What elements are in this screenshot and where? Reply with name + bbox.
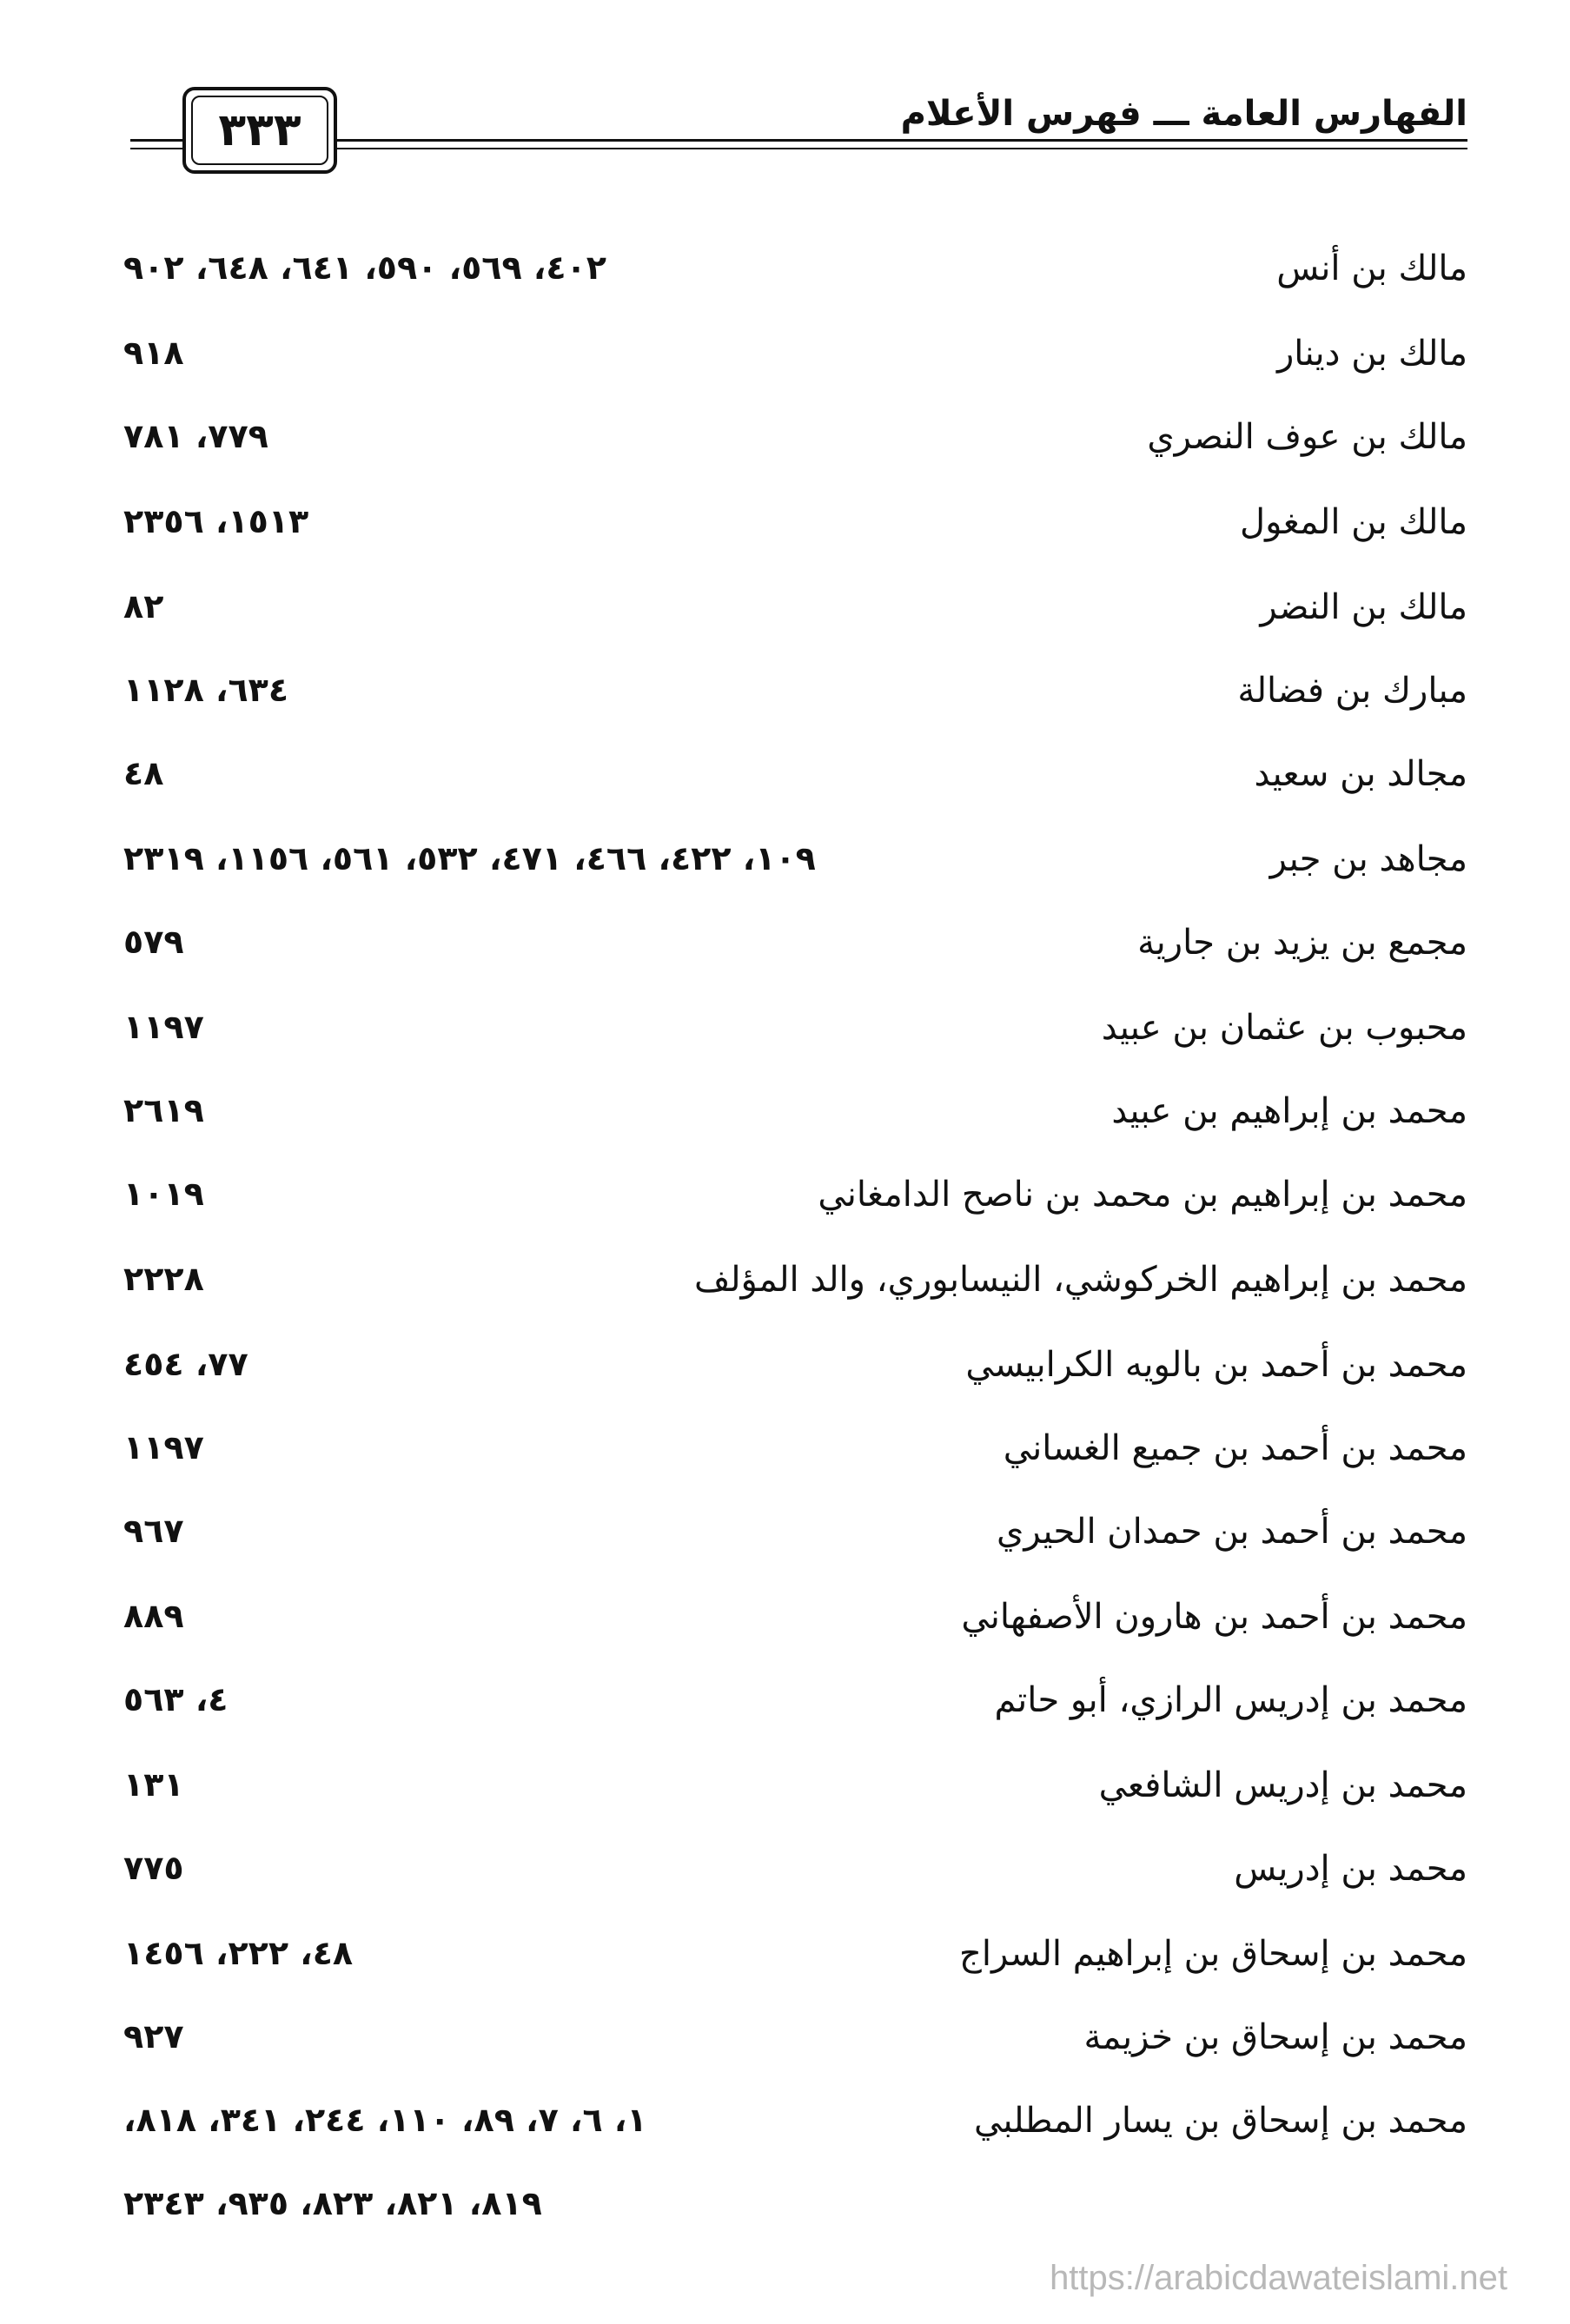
entry-name: مالك بن أنس [1276,248,1467,288]
entry-name: محمد بن أحمد بن هارون الأصفهاني [961,1597,1467,1637]
index-entry [113,1345,1467,1414]
running-title: الفهارس العامة ـــ فهرس الأعلام [900,94,1467,134]
entry-pages-continued: ٨١٩، ٨٢١، ٨٢٣، ٩٣٥، ٢٣٤٣ [123,2184,542,2222]
entry-pages: ٦٣٤، ١١٢٨ [123,671,289,709]
entry-pages: ٨٨٩ [123,1597,184,1635]
entry-name: مالك بن دينار [1276,334,1467,374]
index-entry [113,2101,1467,2257]
entry-pages: ٢٢٢٨ [123,1260,204,1298]
entry-pages: ٤، ٥٦٣ [123,1680,229,1718]
entry-pages: ٤٨، ٢٢٢، ١٤٥٦ [123,1934,354,1972]
page-number-frame [182,87,337,174]
index-entry [113,334,1467,403]
entry-pages: ٢٦١٩ [123,1091,204,1129]
index-entry [113,1512,1467,1581]
entry-pages: ٧٧، ٤٥٤ [123,1345,248,1383]
index-entry [113,754,1467,824]
entry-pages: ٤٠٢، ٥٦٩، ٥٩٠، ٦٤١، ٦٤٨، ٩٠٢ [123,248,606,287]
entry-name: مجالد بن سعيد [1254,754,1467,794]
index-entry [113,1597,1467,1666]
index-entry [113,1175,1467,1244]
index-entry [113,1008,1467,1077]
entry-name: مالك بن عوف النصري [1147,417,1467,457]
index-entry [113,923,1467,992]
entry-pages: ١٣١ [123,1765,184,1804]
entry-name: محمد بن إدريس الرازي، أبو حاتم [994,1680,1467,1720]
index-entry [113,248,1467,318]
entry-name: محمد بن أحمد بن جميع الغساني [1003,1428,1467,1468]
index-entry [113,417,1467,487]
entry-pages: ٥٧٩ [123,923,184,961]
entry-name: محمد بن إسحاق بن يسار المطلبي [974,2101,1467,2141]
index-entry [113,2017,1467,2087]
entry-pages: ٤٨ [123,754,164,792]
index-entry [113,1428,1467,1498]
index-entry [113,1260,1467,1329]
entry-name: مالك بن المغول [1240,502,1467,542]
entry-pages: ٧٧٥ [123,1849,184,1887]
index-entry [113,1680,1467,1750]
entry-pages: ٧٧٩، ٧٨١ [123,417,268,455]
entry-pages: ٩٦٧ [123,1512,184,1550]
entry-name: محمد بن إسحاق بن خزيمة [1083,2017,1467,2057]
entry-pages: ٨٢ [123,587,164,626]
entry-name: محمد بن إبراهيم الخركوشي، النيسابوري، والد المؤلف [693,1260,1467,1300]
index-entry [113,1765,1467,1835]
entry-name: محمد بن إبراهيم بن عبيد [1111,1091,1467,1131]
page-header [0,0,1570,174]
entry-pages: ١١٩٧ [123,1008,204,1046]
entry-pages: ٩١٨ [123,334,184,372]
entry-pages: ١٠١٩ [123,1175,204,1213]
index-entry [113,1934,1467,2003]
entry-name: مالك بن النضر [1260,587,1467,627]
entry-pages: ١، ٦، ٧، ٨٩، ١١٠، ٢٤٤، ٣٤١، ٨١٨، [123,2101,647,2139]
entry-name: مبارك بن فضالة [1237,671,1467,711]
index-entry [113,1091,1467,1161]
entry-name: محمد بن إدريس الشافعي [1098,1765,1467,1805]
index-entry [113,587,1467,657]
entry-pages: ١١٩٧ [123,1428,204,1467]
entry-name: محبوب بن عثمان بن عبيد [1101,1008,1467,1048]
entry-name: محمد بن أحمد بن حمدان الحيري [997,1512,1467,1552]
entry-pages: ١٥١٣، ٢٣٥٦ [123,502,309,540]
entry-name: محمد بن أحمد بن بالويه الكرابيسي [965,1345,1467,1385]
page-number: ٣٣٣ [218,104,301,156]
entry-name: مجمع بن يزيد بن جارية [1137,923,1467,963]
index-entry [113,502,1467,572]
entry-name: محمد بن إسحاق بن إبراهيم السراج [959,1934,1467,1974]
entry-name: محمد بن إبراهيم بن محمد بن ناصح الدامغاني [818,1175,1467,1215]
index-entry [113,671,1467,740]
index-entry [113,1849,1467,1918]
entry-name: محمد بن إدريس [1234,1849,1467,1889]
entry-pages: ٩٢٧ [123,2017,184,2056]
watermark-url: https://arabicdawateislami.net [1050,2259,1507,2297]
entry-pages: ١٠٩، ٤٢٢، ٤٦٦، ٤٧١، ٥٣٢، ٥٦١، ١١٥٦، ٢٣١٩ [123,839,816,877]
entry-name: مجاهد بن جبر [1269,839,1467,879]
index-entry [113,839,1467,909]
